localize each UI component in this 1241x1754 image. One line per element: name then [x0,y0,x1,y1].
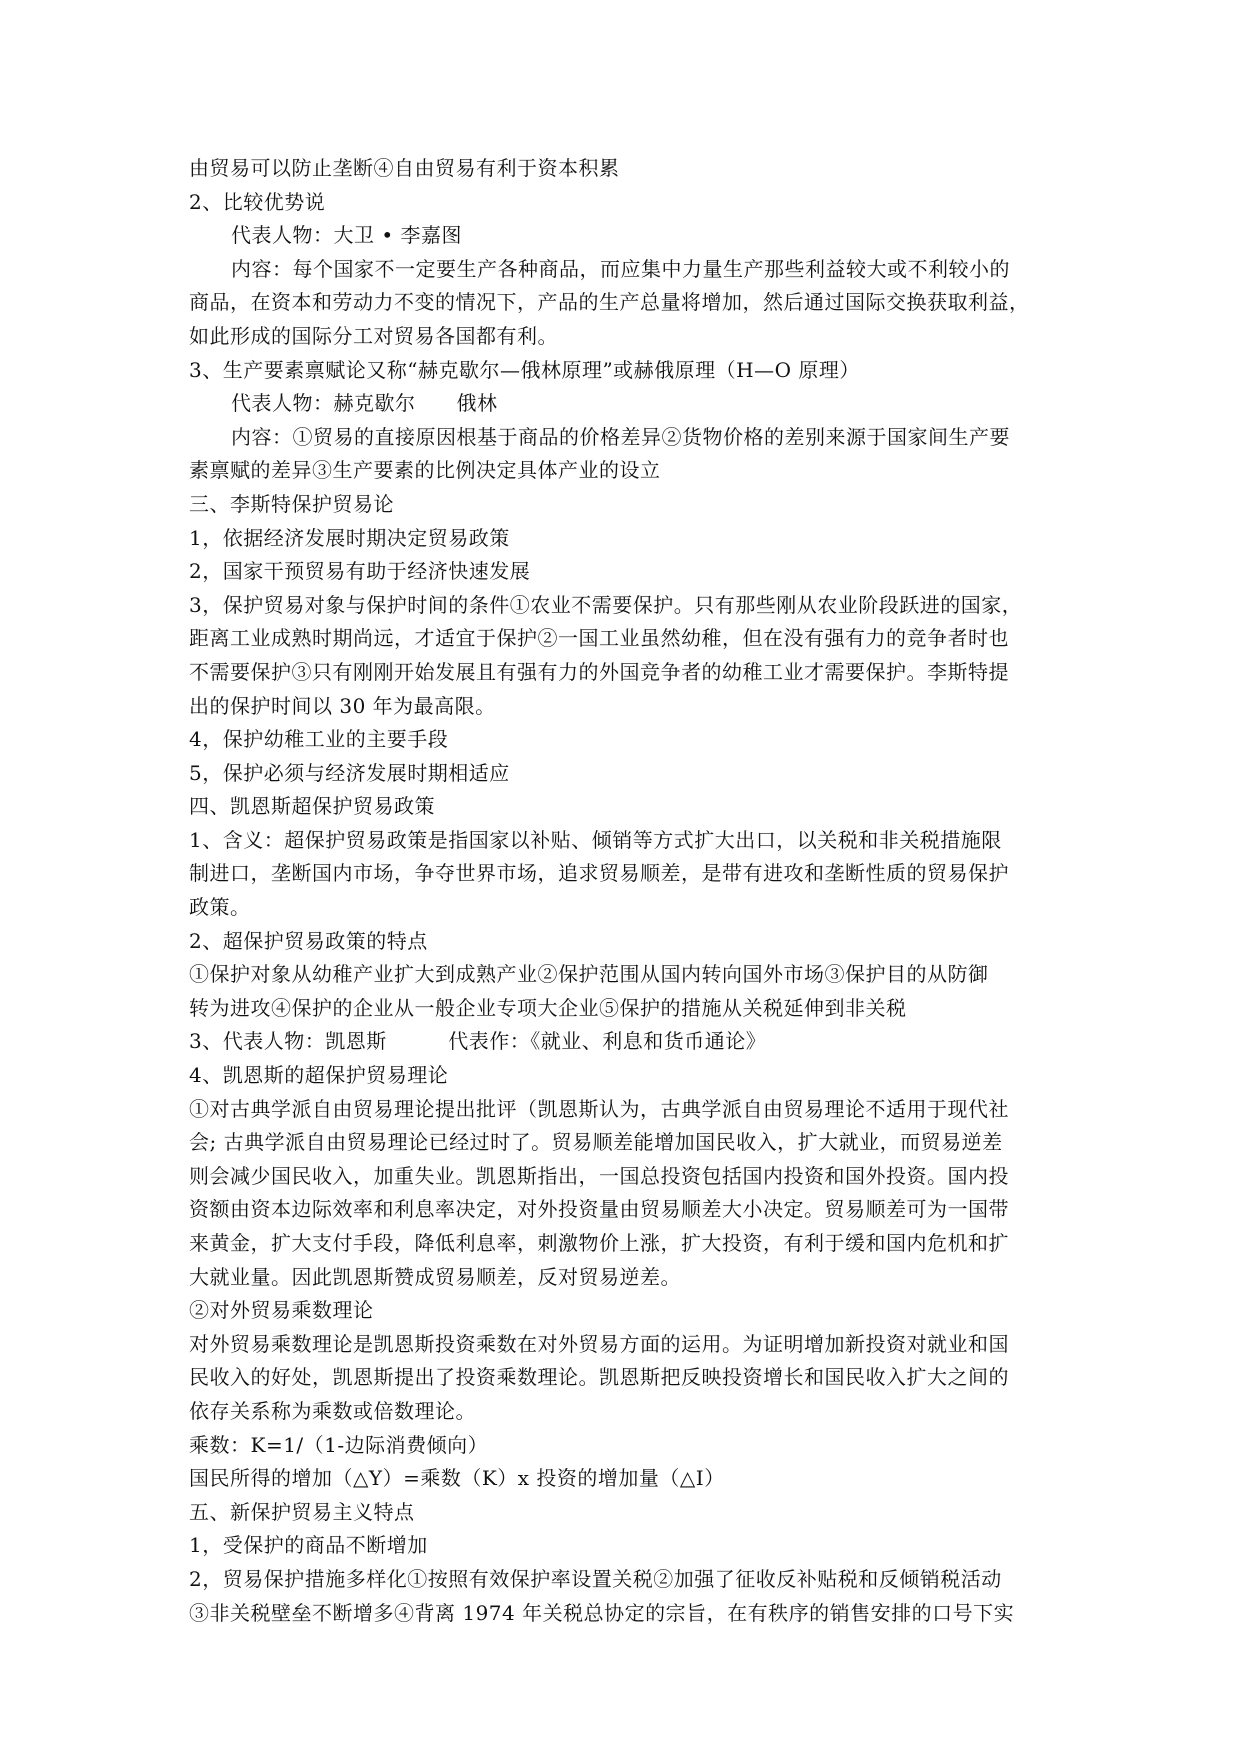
text-line: 代表人物：赫克歇尔 俄林 [231,391,498,416]
text-line: 1，受保护的商品不断增加 [189,1533,428,1558]
text-line: 内容：①贸易的直接原因根基于商品的价格差异②货物价格的差别来源于国家间生产要 [231,424,1010,449]
text-line: 素禀赋的差异③生产要素的比例决定具体产业的设立 [189,458,661,483]
text-line: 3，保护贸易对象与保护时间的条件①农业不需要保护。只有那些刚从农业阶段跃进的国家， [189,592,1023,617]
text-line: 对外贸易乘数理论是凯恩斯投资乘数在对外贸易方面的运用。为证明增加新投资对就业和国 [189,1331,1009,1356]
text-line: 由贸易可以防止垄断④自由贸易有利于资本积累 [189,156,620,180]
text-line: ③非关税壁垒不断增多④背离 1974 年关税总协定的宗旨，在有秩序的销售安排的口号下实 [189,1600,1015,1625]
text-line: ②对外贸易乘数理论 [189,1298,374,1323]
text-line: 距离工业成熟时期尚远，才适宜于保护②一国工业虽然幼稚，但在没有强有力的竞争者时也 [189,626,1009,651]
text-line: 2，国家干预贸易有助于经济快速发展 [189,559,531,584]
text-line: 4，保护幼稚工业的主要手段 [189,727,449,752]
text-line: 商品，在资本和劳动力不变的情况下，产品的生产总量将增加，然后通过国际交换获取利益， [189,290,1030,315]
text-line: 2、超保护贸易政策的特点 [189,928,428,953]
text-line: 如此形成的国际分工对贸易各国都有利。 [189,323,558,348]
text-line: 转为进攻④保护的企业从一般企业专项大企业⑤保护的措施从关税延伸到非关税 [189,995,907,1020]
text-line: 民收入的好处，凯恩斯提出了投资乘数理论。凯恩斯把反映投资增长和国民收入扩大之间的 [189,1365,1009,1390]
text-line: 五、新保护贸易主义特点 [189,1499,415,1524]
text-line: 4、凯恩斯的超保护贸易理论 [189,1063,449,1088]
text-line: 国民所得的增加（△Y）=乘数（K）x 投资的增加量（△I） [189,1466,725,1491]
text-line: 1，依据经济发展时期决定贸易政策 [189,525,510,550]
text-line: 2，贸易保护措施多样化①按照有效保护率设置关税②加强了征收反补贴税和反倾销税活动 [189,1566,1002,1591]
text-line: ①保护对象从幼稚产业扩大到成熟产业②保护范围从国内转向国外市场③保护目的从防御 [189,962,989,987]
text-line: 四、凯恩斯超保护贸易政策 [189,794,435,819]
text-line: 大就业量。因此凯恩斯赞成贸易顺差，反对贸易逆差。 [189,1264,681,1289]
text-line: 3、代表人物：凯恩斯 代表作：《就业、利息和货币通论》 [189,1029,767,1054]
text-line: 三、李斯特保护贸易论 [189,491,394,516]
text-line: 乘数：K=1/（1-边际消费倾向） [189,1432,489,1457]
text-line: 资额由资本边际效率和利息率决定，对外投资量由贸易顺差大小决定。贸易顺差可为一国带 [189,1197,1009,1222]
text-line: 不需要保护③只有刚刚开始发展且有强有力的外国竞争者的幼稚工业才需要保护。李斯特提 [189,659,1009,684]
text-line: 内容：每个国家不一定要生产各种商品，而应集中力量生产那些利益较大或不利较小的 [231,256,1010,281]
text-line: 代表人物：大卫 • 李嘉图 [231,223,463,248]
text-line: 依存关系称为乘数或倍数理论。 [189,1398,476,1423]
text-line: 制进口，垄断国内市场，争夺世界市场，追求贸易顺差，是带有进攻和垄断性质的贸易保护 [189,861,1009,886]
text-line: 5，保护必须与经济发展时期相适应 [189,760,510,785]
text-line: 则会减少国民收入，加重失业。凯恩斯指出，一国总投资包括国内投资和国外投资。国内投 [189,1163,1009,1188]
text-line: 出的保护时间以 30 年为最高限。 [189,693,496,718]
text-line: 2、比较优势说 [189,189,326,214]
text-line: 会; 古典学派自由贸易理论已经过时了。贸易顺差能增加国民收入，扩大就业，而贸易逆差 [189,1130,1003,1155]
text-line: ①对古典学派自由贸易理论提出批评（凯恩斯认为，古典学派自由贸易理论不适用于现代社 [189,1096,1009,1121]
text-line: 政策。 [189,895,251,920]
text-line: 来黄金，扩大支付手段，降低利息率，刺激物价上涨，扩大投资，有利于缓和国内危机和扩 [189,1231,1009,1255]
text-line: 3、生产要素禀赋论又称“赫克歇尔—俄林原理”或赫俄原理（H—O 原理） [189,357,860,382]
document-body [189,152,1055,1630]
text-line: 1、含义：超保护贸易政策是指国家以补贴、倾销等方式扩大出口，以关税和非关税措施限 [189,827,1002,852]
